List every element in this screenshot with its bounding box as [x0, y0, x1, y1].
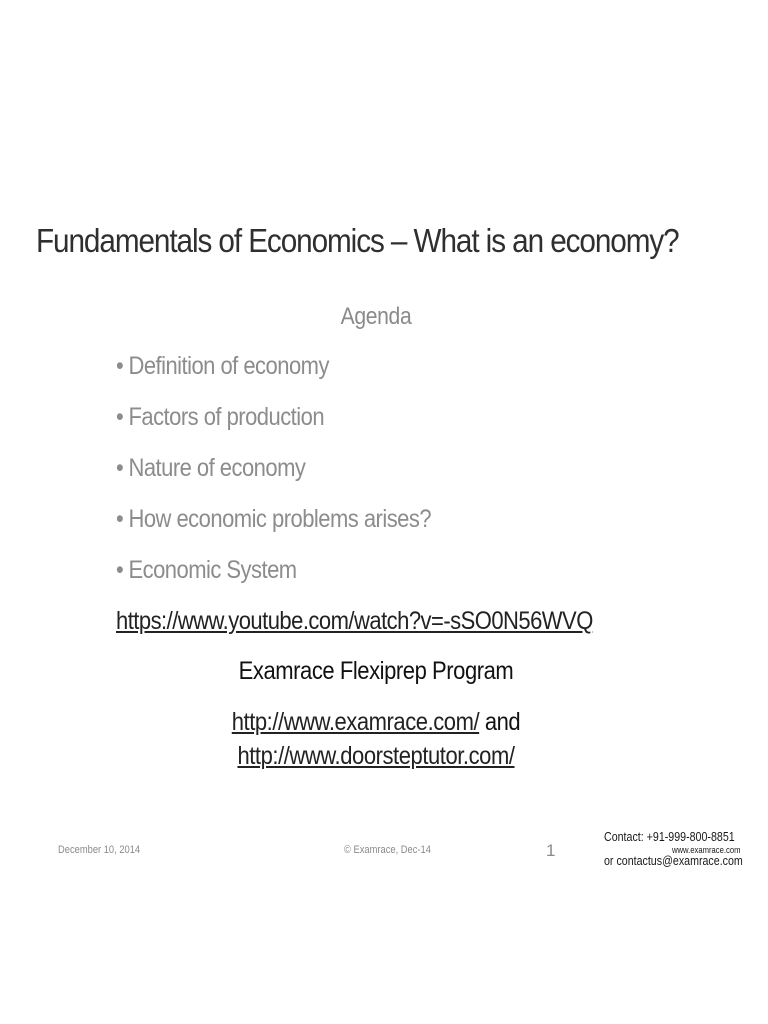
- agenda-item: [116, 403, 431, 454]
- agenda-item-label: Economic System: [128, 556, 297, 584]
- bullet-icon: •: [116, 505, 124, 533]
- doorsteptutor-link[interactable]: http://www.doorsteptutor.com/: [237, 742, 515, 770]
- bullet-icon: •: [116, 454, 124, 482]
- agenda-item: [116, 454, 431, 505]
- bullet-icon: •: [116, 556, 124, 584]
- contact-phone: Contact: +91-999-800-8851: [604, 829, 735, 844]
- agenda-item: [116, 352, 431, 403]
- agenda-item-label: How economic problems arises?: [128, 505, 432, 533]
- youtube-video-link[interactable]: https://www.youtube.com/watch?v=-sSO0N56WVQ: [116, 607, 593, 635]
- slide-title: Fundamentals of Economics – What is an economy?: [36, 222, 679, 259]
- agenda-item: [116, 556, 431, 607]
- agenda-item-label: Factors of production: [128, 403, 325, 431]
- agenda-heading: Agenda: [340, 303, 412, 330]
- website-links-line: [45, 708, 707, 737]
- bullet-icon: •: [116, 403, 124, 431]
- link-joiner-text: and: [484, 708, 521, 736]
- agenda-item: [116, 505, 431, 556]
- footer-copyright: © Examrace, Dec-14: [344, 844, 431, 856]
- contact-block: [604, 829, 754, 873]
- agenda-item-label: Definition of economy: [128, 352, 329, 380]
- agenda-item-label: Nature of economy: [128, 454, 306, 482]
- footer-date: December 10, 2014: [58, 844, 141, 856]
- bullet-icon: •: [116, 352, 124, 380]
- contact-email: or contactus@examrace.com: [604, 853, 743, 868]
- program-name: Examrace Flexiprep Program: [238, 657, 514, 685]
- agenda-list: [116, 352, 474, 607]
- contact-website: www.examrace.com: [672, 845, 741, 855]
- website-links-line-2: [45, 742, 707, 771]
- examrace-link[interactable]: http://www.examrace.com/: [231, 708, 480, 736]
- page-number: 1: [546, 841, 556, 860]
